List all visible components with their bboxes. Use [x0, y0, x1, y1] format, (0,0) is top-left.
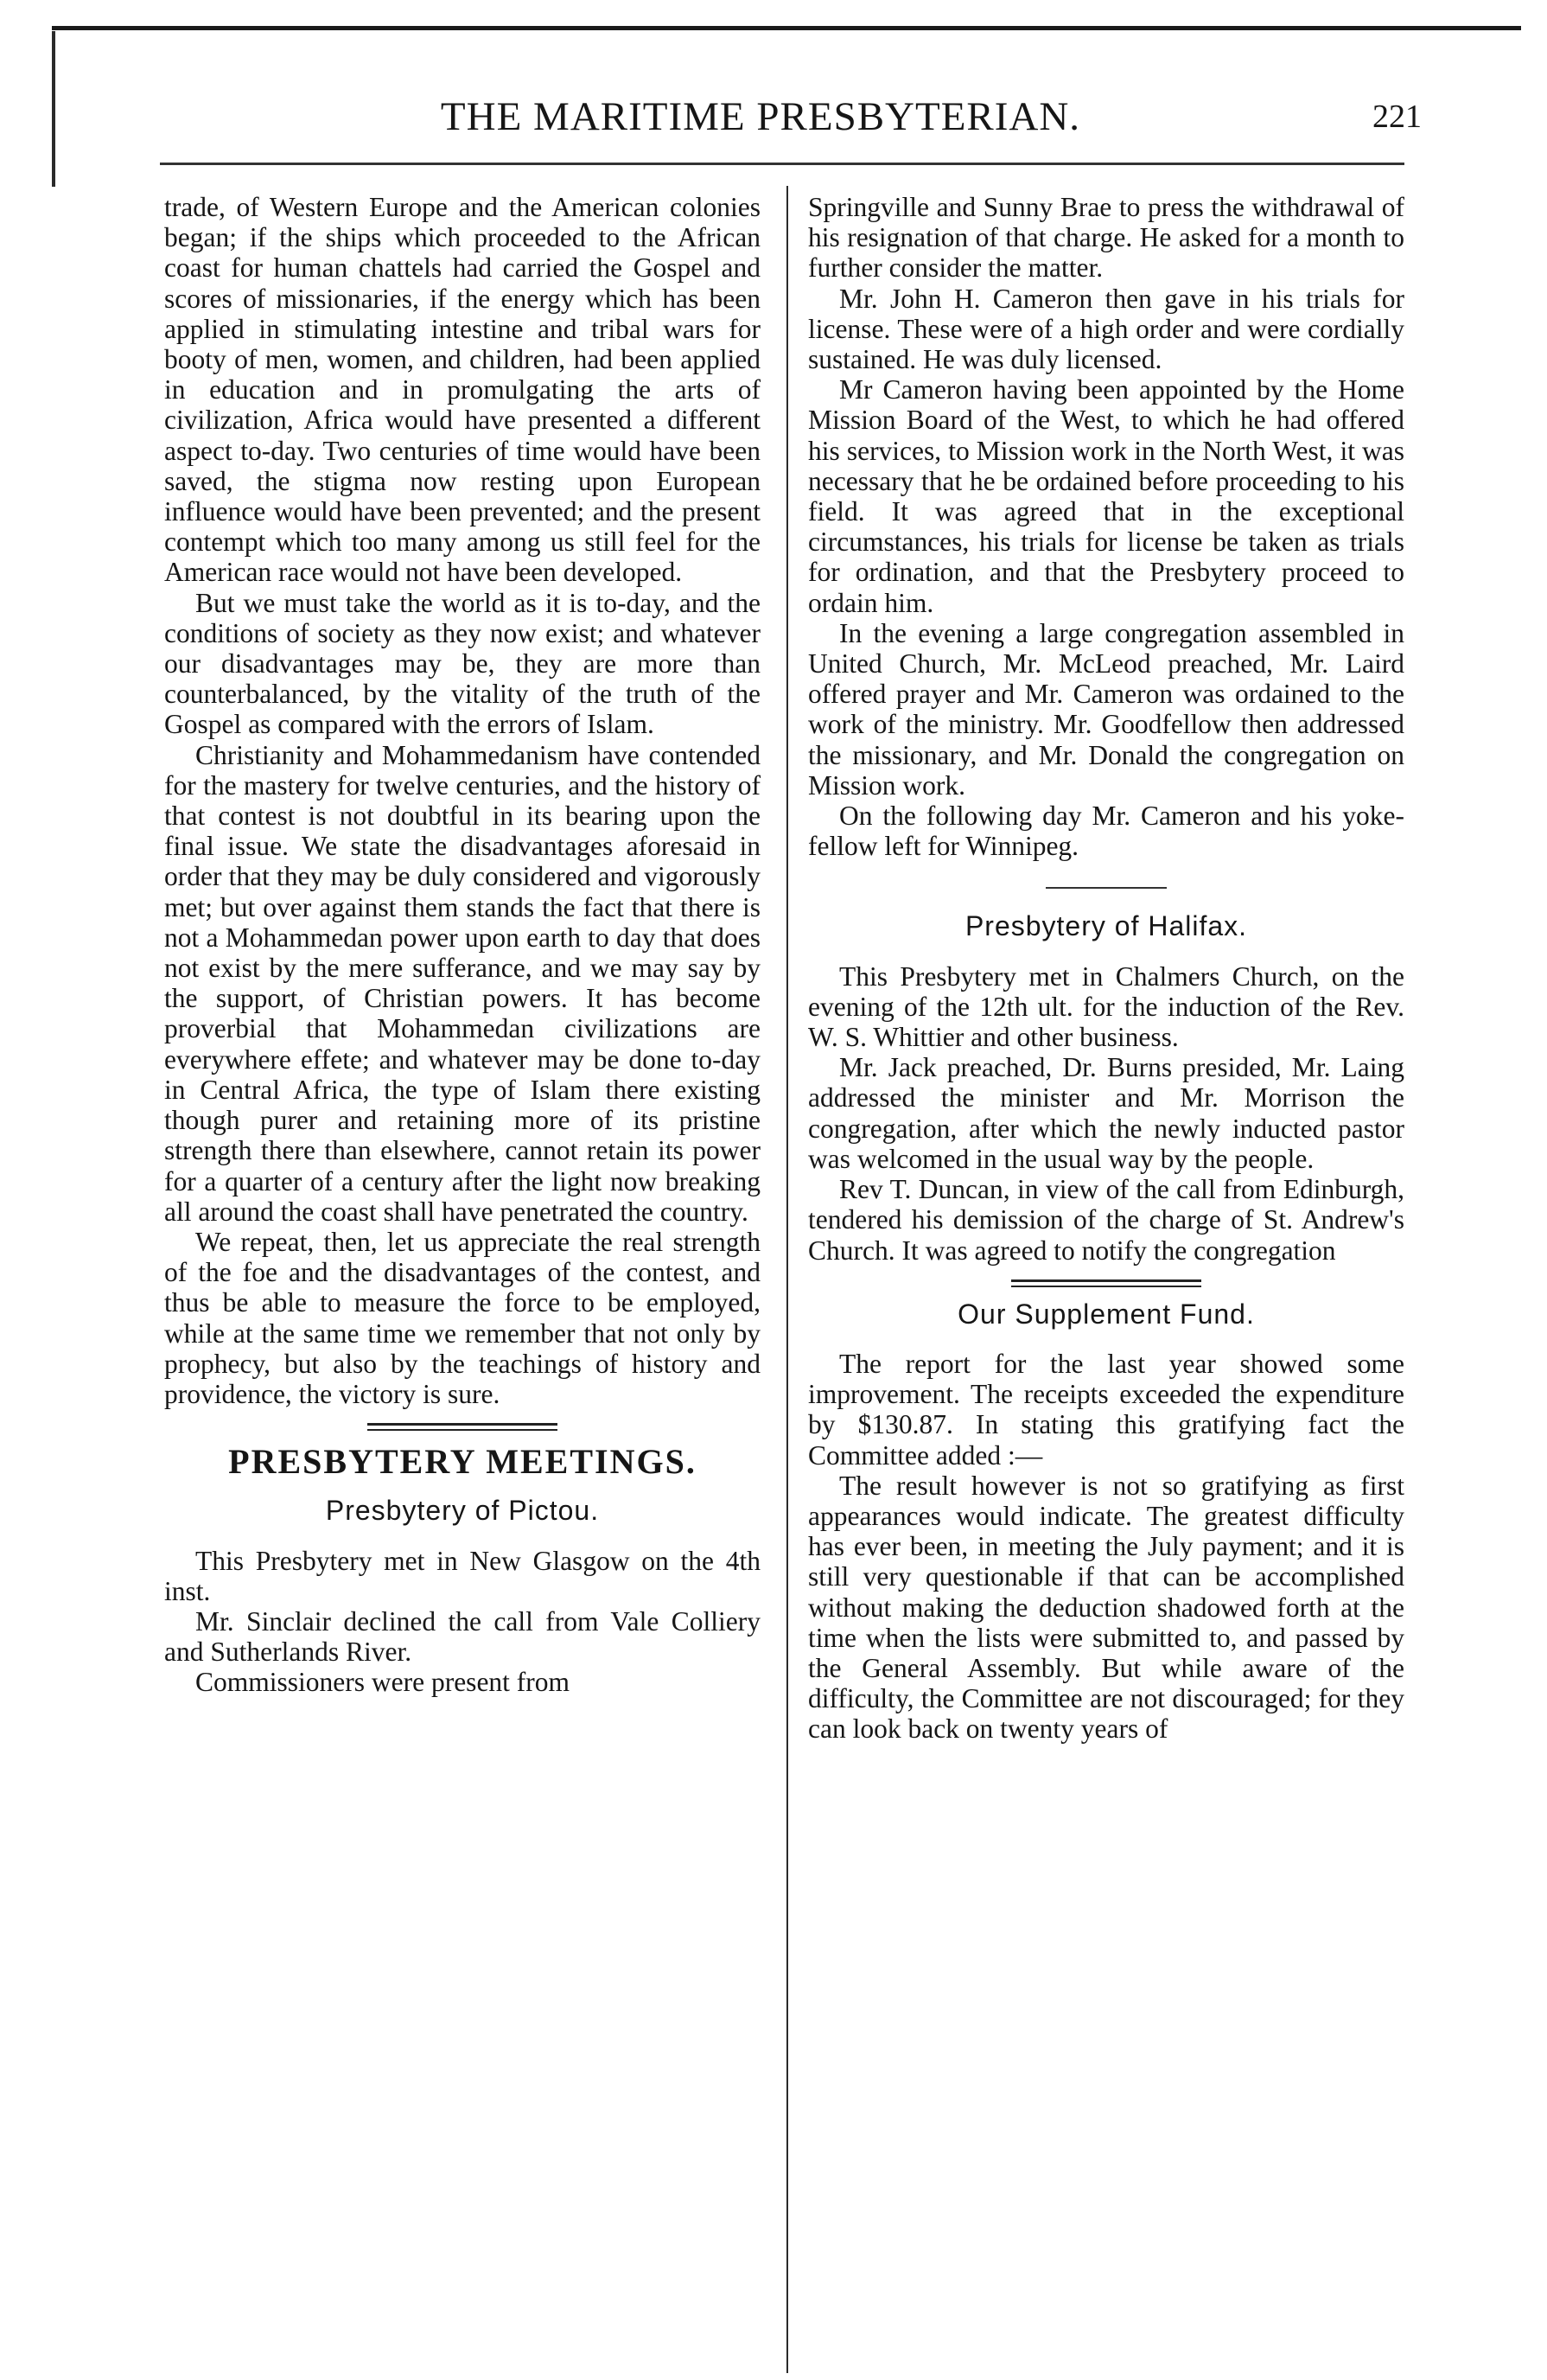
paragraph: Mr. Sinclair declined the call from Vale Colliery and Sutherlands River.	[164, 1605, 761, 1668]
paragraph: Commissioners were present from	[195, 1667, 570, 1698]
paragraph: Mr. Jack preached, Dr. Burns presided, Mr. Laing addressed the minister and Mr. Morrison the congregation, after which the newly inducted pastor was welcomed in the usual way by the people.	[808, 1052, 1404, 1174]
page-edge-mark	[52, 31, 55, 187]
paragraph: Mr Cameron having been appointed by the Home Mission Board of the West, to which he had offered his services, to Mission work in the North West, it was necessary that he be ordained before proceeding to his field. It was agreed that in the exceptional circumstances, his trials for license be taken as trials for ordination, and that the Presbytery proceed to ordain him.	[808, 374, 1404, 618]
section-double-rule	[1011, 1279, 1201, 1287]
section-heading: PRESBYTERY MEETINGS.	[228, 1442, 697, 1482]
paragraph: This Presbytery met in New Glasgow on the 4th inst.	[164, 1545, 761, 1606]
top-border-rule	[52, 26, 1521, 30]
section-separator	[1046, 887, 1167, 889]
page-header	[82, 86, 1439, 147]
publication-title: THE MARITIME PRESBYTERIAN.	[440, 94, 1081, 139]
paragraph: Rev T. Duncan, in view of the call from Edinburgh, tendered his demission of the charge of St. Andrew's Church. It was agreed to notify the congregation	[808, 1174, 1404, 1266]
left-column	[164, 192, 761, 1698]
paragraph: Springville and Sunny Brae to press the withdrawal of his resignation of that charge. He asked for a month to further consider the matter.	[808, 192, 1404, 284]
page-number: 221	[1372, 99, 1422, 135]
paragraph: trade, of Western Europe and the American colonies began; if the ships which proceeded to the African coast for human chattels had carried the Gospel and scores of missionaries, if the energy which has been applied in stimulating intestine and tribal wars for booty of men, women, and children, had been applied in education and in promulgating the arts of civilization, Africa would have presented a different aspect to-day. Two centuries of time would have been saved, the stigma now resting upon European influence would have been prevented; and the present contempt which too many among us still feel for the American race would not have been developed.	[164, 192, 761, 588]
paragraph: In the evening a large congregation assembled in United Church, Mr. McLeod preached, Mr. Laird offered prayer and Mr. Cameron was ordained to the work of the ministry. Mr. Goodfellow then addressed the missionary, and Mr. Donald the congregation on Mission work.	[808, 617, 1404, 801]
subsection-heading: Presbytery of Pictou.	[325, 1495, 600, 1527]
paragraph: Mr. John H. Cameron then gave in his trials for license. These were of a high order and were cordially sustained. He was duly licensed.	[808, 283, 1404, 375]
paragraph: On the following day Mr. Cameron and his yoke-fellow left for Winnipeg.	[808, 801, 1404, 862]
section-double-rule	[367, 1423, 557, 1431]
paragraph: This Presbytery met in Chalmers Church, on the evening of the 12th ult. for the induction of the Rev. W. S. Whittier and other business.	[808, 960, 1404, 1053]
paragraph: The report for the last year showed some improvement. The receipts exceeded the expenditure by $130.87. In stating this gratifying fact the Committee added :—	[808, 1348, 1404, 1471]
paragraph: We repeat, then, let us appreciate the real strength of the foe and the disadvantages of the contest, and thus be able to measure the force to be employed, while at the same time we remember that not only by prophecy, but also by the teachings of history and providence, the victory is sure.	[164, 1226, 761, 1409]
subsection-heading: Presbytery of Halifax.	[964, 910, 1248, 942]
paragraph: The result however is not so gratifying as first appearances would indicate. The greatest difficulty has ever been, in meeting the July payment; and it is still very questionable if that can be accomplished without making the deduction shadowed forth at the time when the lists were submitted to, and passed by the General Assembly. But while aware of the difficulty, the Committee are not discouraged; for they can look back on twenty years of	[808, 1470, 1404, 1745]
paragraph: Christianity and Mohammedanism have contended for the mastery for twelve centuries, and the history of that contest is not doubtful in its bearing upon the final issue. We state the disadvantages aforesaid in order that they may be duly considered and vigorously met; but over against them stands the fact that there is not a Mohammedan power upon earth to day that does not exist by the mere sufferance, and we may say by the support, of Christian powers. It has become proverbial that Mohammedan civilizations are everywhere effete; and whatever may be done to-day in Central Africa, the type of Islam there existing though purer and retaining more of its pristine strength there than elsewhere, cannot retain its power for a quarter of a century after the light now breaking all around the coast shall have penetrated the country.	[164, 739, 761, 1227]
paragraph: But we must take the world as it is to-day, and the conditions of society as they now exist; and whatever our disadvantages may be, they are more than counterbalanced, by the vitality of the truth of the Gospel as compared with the errors of Islam.	[164, 587, 761, 740]
right-column	[808, 192, 1404, 1745]
column-divider	[786, 186, 788, 2373]
header-rule	[160, 163, 1404, 165]
subsection-heading: Our Supplement Fund.	[958, 1298, 1255, 1330]
